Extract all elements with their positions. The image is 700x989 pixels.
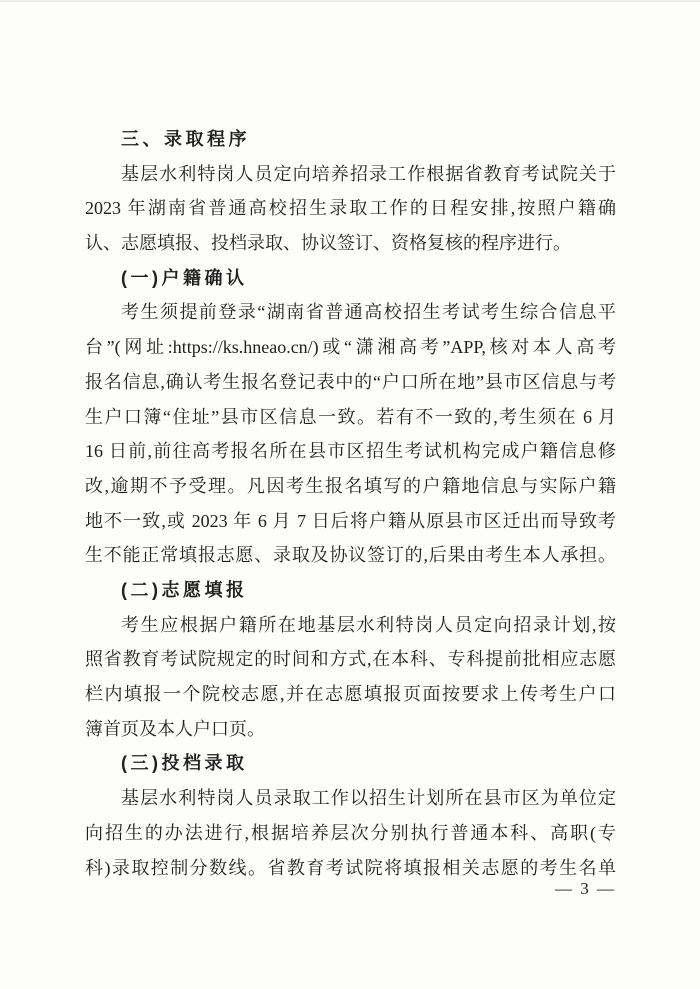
text-line: 生不能正常填报志愿、录取及协议签订的,后果由考生本人承担。 [85,545,616,566]
text-line: 2023 年湖南省普通高校招生录取工作的日程安排,按照户籍确 [85,198,616,219]
text-line: 改,逾期不予受理。凡因考生报名填写的户籍地信息与实际户籍 [85,475,616,496]
text-line: 报名信息,确认考生报名登记表中的“户口所在地”县市区信息与考 [85,371,616,392]
text-line: 认、志愿填报、投档录取、协议签订、资格复核的程序进行。 [85,233,571,254]
scan-edge-line [0,0,700,2]
text-line: 科)录取控制分数线。省教育考试院将填报相关志愿的考生名单 [85,857,616,878]
document-body [85,122,616,885]
section-heading-zhiyuan: (二)志愿填报 [121,579,248,600]
text-line: 考生须提前登录“湖南省普通高校招生考试考生综合信息平 [121,302,616,323]
text-line: 台”(网址:https://ks.hneao.cn/)或“潇湘高考”APP,核对本人高考 [85,337,616,358]
section-heading-hukou-confirm: (一)户籍确认 [121,267,248,288]
text-line: 向招生的办法进行,根据培养层次分别执行普通本科、高职(专 [85,822,616,843]
text-line: 簿首页及本人户口页。 [85,718,265,739]
text-line: 生户口簿“住址”县市区信息一致。若有不一致的,考生须在 6 月 [85,406,616,427]
text-line: 考生应根据户籍所在地基层水利特岗人员定向招录计划,按 [121,614,616,635]
section-heading-toudang: (三)投档录取 [121,753,248,774]
text-line: 栏内填报一个院校志愿,并在志愿填报页面按要求上传考生户口 [85,684,616,705]
text-line: 基层水利特岗人员定向培养招录工作根据省教育考试院关于 [121,163,616,184]
text-line: 地不一致,或 2023 年 6 月 7 日后将户籍从原县市区迁出而导致考 [85,510,616,531]
text-line: 基层水利特岗人员录取工作以招生计划所在县市区为单位定 [121,788,616,809]
text-line: 16 日前,前往高考报名所在县市区招生考试机构完成户籍信息修 [85,441,616,462]
text-line: 照省教育考试院规定的时间和方式,在本科、专科提前批相应志愿 [85,649,616,670]
section-heading-main: 三、录取程序 [121,129,250,149]
page-number: — 3 — [555,879,616,898]
